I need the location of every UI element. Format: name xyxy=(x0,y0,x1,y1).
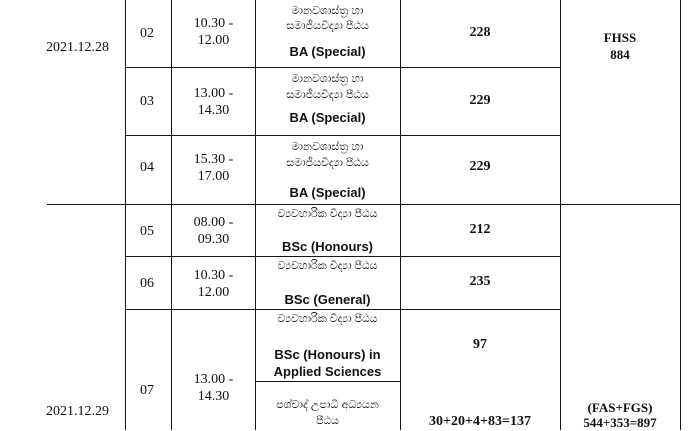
faculty-name: සමාජීයවිද්‍යා පීඨය xyxy=(286,157,369,169)
degree-name: Applied Sciences xyxy=(273,364,382,379)
date-cell: 2021.12.28 xyxy=(46,40,109,55)
table-line xyxy=(125,256,560,257)
faculty-name: සමාජීයවිද්‍යා පීඨය xyxy=(286,89,369,101)
degree-name: BA (Special) xyxy=(289,44,366,59)
slot-number: 05 xyxy=(140,224,154,239)
table-line xyxy=(125,67,560,68)
time-start: 10.30 - xyxy=(193,16,234,31)
table-line xyxy=(680,0,681,430)
degree-name: BA (Special) xyxy=(289,110,366,125)
table-line xyxy=(125,309,560,310)
hall-total: 544+353=897 xyxy=(583,415,657,430)
date-cell: 2021.12.29 xyxy=(46,404,109,419)
table-line xyxy=(560,0,561,430)
hall-total: FHSS xyxy=(603,30,637,45)
time-cell xyxy=(172,209,255,253)
candidate-count: 30+20+4+83=137 xyxy=(429,414,531,429)
time-end: 09.30 xyxy=(197,232,230,247)
candidate-count: 229 xyxy=(469,159,491,174)
slot-number: 06 xyxy=(140,276,154,291)
slot-number: 03 xyxy=(140,94,154,109)
time-end: 14.30 xyxy=(197,389,230,404)
table-line xyxy=(125,0,126,430)
time-cell xyxy=(172,10,255,54)
candidate-count: 212 xyxy=(469,222,491,237)
time-end: 12.00 xyxy=(197,33,230,48)
candidate-count: 229 xyxy=(469,93,491,108)
time-start: 15.30 - xyxy=(193,152,234,167)
degree-name: BSc (General) xyxy=(284,292,371,307)
time-end: 12.00 xyxy=(197,285,230,300)
table-line xyxy=(47,204,680,205)
slot-number: 02 xyxy=(140,26,154,41)
time-start: 10.30 - xyxy=(193,268,234,283)
time-cell xyxy=(172,146,255,190)
faculty-name: ව්‍යවහාරික විද්‍යා පීඨය xyxy=(277,208,378,220)
table-line xyxy=(255,381,400,382)
faculty-name: ව්‍යවහාරික විද්‍යා පීඨය xyxy=(277,260,378,272)
faculty-name: මානවශාස්ත්‍ර හා xyxy=(291,5,364,17)
candidate-count: 97 xyxy=(473,337,487,352)
time-cell xyxy=(172,262,255,306)
table-line xyxy=(400,0,401,430)
faculty-name: මානවශාස්ත්‍ර හා xyxy=(291,141,364,153)
time-start: 08.00 - xyxy=(193,215,234,230)
faculty-name: සමාජීයවිද්‍යා පීඨය xyxy=(286,20,369,32)
table-line xyxy=(125,135,560,136)
faculty-name: පශ්චාද් උපාධි අධ්‍යයන xyxy=(276,399,379,411)
faculty-name: ව්‍යවහාරික විද්‍යා පීඨය xyxy=(277,313,378,325)
time-start: 13.00 - xyxy=(193,372,234,387)
candidate-count: 228 xyxy=(469,25,491,40)
time-cell xyxy=(172,366,255,410)
degree-name: BSc (Honours) in xyxy=(274,347,381,362)
time-end: 17.00 xyxy=(197,169,230,184)
degree-name: BA (Special) xyxy=(289,185,366,200)
time-cell xyxy=(172,80,255,124)
faculty-name: පීඨය xyxy=(316,415,339,427)
hall-total: (FAS+FGS) xyxy=(587,400,653,415)
degree-name: BSc (Honours) xyxy=(282,239,373,254)
time-start: 13.00 - xyxy=(193,86,234,101)
faculty-name: මානවශාස්ත්‍ර හා xyxy=(291,73,364,85)
slot-number: 04 xyxy=(140,160,154,175)
candidate-count: 235 xyxy=(469,274,491,289)
slot-number: 07 xyxy=(140,383,154,398)
time-end: 14.30 xyxy=(197,103,230,118)
hall-total: 884 xyxy=(610,47,630,62)
